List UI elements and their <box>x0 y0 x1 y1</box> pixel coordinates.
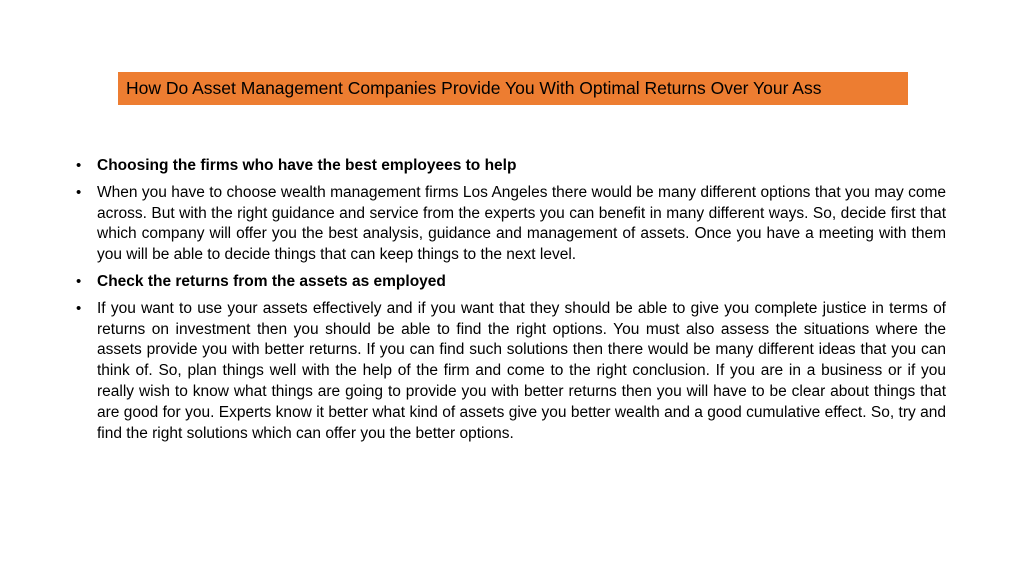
bullet-dot-icon: • <box>76 183 82 201</box>
bullet-dot-icon: • <box>76 272 82 290</box>
bullet-text: When you have to choose wealth management firms Los Angeles there would be many different options that you may come across. But with the right guidance and service from the experts you can benefit in many different ways. So, decide first that which company will offer you the best analysis, guidance and management of assets. Once you have a meeting with them you will be able to decide things that can keep things to the next level. <box>97 183 946 264</box>
bullet-item-paragraph-2 <box>76 299 946 445</box>
bullet-item-heading-2 <box>76 272 946 293</box>
slide-title: How Do Asset Management Companies Provide You With Optimal Returns Over Your Ass <box>126 78 822 98</box>
bullet-text: If you want to use your assets effectively and if you want that they should be able to give you complete justice in terms of returns on investment then you should be able to find the right options. You must also assess the situations where the assets provide you with better returns. If you can find such solutions then there would be many different ideas that you can think of. So, plan things well with the help of the firm and come to the right conclusion. If you are in a business or if you really wish to know what things are going to provide you with better returns then you will have to be clear about things that are good for you. Experts know it better what kind of assets give you better wealth and a good cumulative effect. So, try and find the right solutions which can offer you the better options. <box>97 299 946 442</box>
bullet-item-paragraph-1 <box>76 183 946 266</box>
bullet-dot-icon: • <box>76 157 82 174</box>
bullet-text: Choosing the firms who have the best employees to help <box>97 157 517 174</box>
bullet-item-heading-1 <box>76 156 946 177</box>
title-bar <box>118 72 908 105</box>
bullet-text: Check the returns from the assets as employed <box>97 272 446 290</box>
bullet-list <box>76 156 946 450</box>
bullet-dot-icon: • <box>76 299 82 317</box>
